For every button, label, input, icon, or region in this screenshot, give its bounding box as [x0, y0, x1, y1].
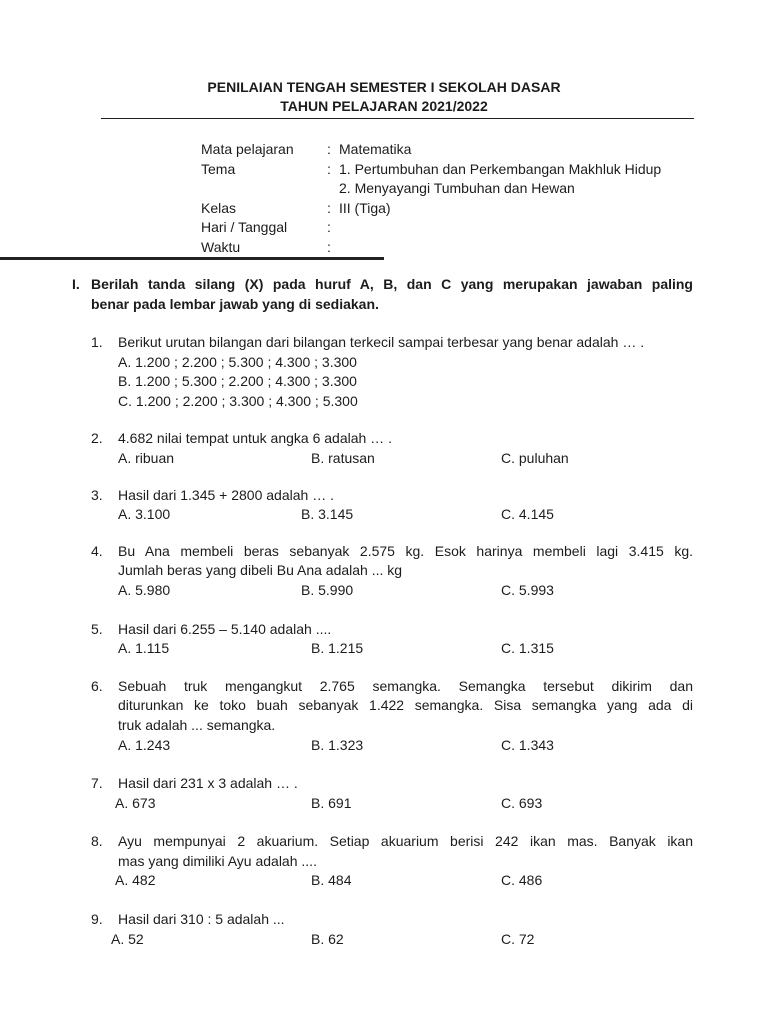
- question-spacer: [91, 813, 693, 832]
- question-spacer: [91, 469, 693, 486]
- answer-option: A. 1.115: [118, 640, 170, 657]
- question-text: Hasil dari 6.255 – 5.140 adalah ....: [118, 620, 332, 637]
- answer-option: B. 1.323: [311, 736, 364, 753]
- answer-option: B. 5.990: [301, 581, 354, 598]
- question-number: 9.: [91, 911, 103, 928]
- answer-option: B. 3.145: [301, 506, 354, 523]
- answer-option: B. 484: [311, 872, 352, 889]
- exam-info-key: Kelas: [201, 199, 237, 216]
- question-text: truk adalah ... semangka.: [118, 716, 276, 733]
- exam-info-colon: :: [327, 141, 331, 157]
- section-divider: [0, 257, 384, 260]
- question-item: [91, 774, 693, 813]
- question-text: Hasil dari 310 : 5 adalah ...: [118, 911, 285, 928]
- answer-option: C. puluhan: [501, 449, 569, 466]
- question-number: 6.: [91, 677, 103, 694]
- answer-option: B. 1.200 ; 5.300 ; 2.200 ; 4.300 ; 3.300: [118, 373, 357, 390]
- header-divider: [101, 118, 694, 119]
- answer-option: B. 1.215: [311, 640, 364, 657]
- answer-option: B. 62: [311, 930, 344, 947]
- question-number: 3.: [91, 486, 103, 503]
- question-spacer: [91, 411, 693, 429]
- question-spacer: [91, 659, 693, 677]
- question-text: 4.682 nilai tempat untuk angka 6 adalah … .: [118, 430, 392, 447]
- section-number: I.: [72, 276, 80, 292]
- question-item: [91, 910, 693, 949]
- exam-info-row: [201, 140, 701, 160]
- exam-info-value: III (Tiga): [339, 199, 391, 216]
- answer-option: B. ratusan: [311, 449, 375, 466]
- answer-option: A. ribuan: [118, 449, 175, 466]
- question-item: [91, 832, 693, 891]
- answer-option: C. 72: [501, 930, 535, 947]
- question-text: Ayu mempunyai 2 akuarium. Setiap akuarium berisi 242 ikan mas. Banyak ikan: [118, 833, 693, 850]
- answer-option: C. 5.993: [501, 581, 554, 598]
- answer-option: A. 3.100: [118, 506, 171, 523]
- exam-info-colon: :: [327, 160, 331, 177]
- question-item: [91, 333, 693, 411]
- question-list: [91, 333, 693, 949]
- question-spacer: [91, 755, 693, 774]
- exam-info-row: [201, 238, 701, 258]
- question-item: [91, 677, 693, 755]
- exam-info-value: 2. Menyayangi Tumbuhan dan Hewan: [339, 180, 575, 197]
- answer-option: A. 1.243: [118, 736, 171, 753]
- question-item: [91, 429, 693, 468]
- question-text: diturunkan ke toko buah sebanyak 1.422 semangka. Sisa semangka yang ada di: [118, 697, 693, 714]
- instruction-line: benar pada lembar jawab yang di sediakan.: [91, 295, 379, 312]
- exam-info-row: [201, 218, 701, 238]
- question-item: [91, 486, 693, 525]
- question-number: 8.: [91, 833, 103, 850]
- answer-option: B. 691: [311, 794, 352, 811]
- question-item: [91, 620, 693, 659]
- answer-option: C. 1.343: [501, 736, 554, 753]
- exam-info-key: Mata pelajaran: [201, 141, 294, 157]
- section-instruction: [72, 275, 693, 314]
- exam-info: [201, 140, 701, 258]
- question-number: 2.: [91, 430, 103, 447]
- exam-info-key: Hari / Tanggal: [201, 219, 288, 236]
- question-spacer: [91, 891, 693, 910]
- exam-info-key: Waktu: [201, 238, 241, 255]
- answer-option: C. 693: [501, 794, 543, 811]
- exam-info-colon: :: [327, 219, 331, 236]
- question-text: mas yang dimiliki Ayu adalah ....: [118, 852, 317, 869]
- question-number: 7.: [91, 775, 103, 792]
- question-text: Hasil dari 1.345 + 2800 adalah … .: [118, 486, 334, 503]
- answer-option: A. 482: [115, 872, 156, 889]
- question-number: 4.: [91, 542, 103, 559]
- question-spacer: [91, 525, 693, 542]
- answer-option: C. 486: [501, 872, 543, 889]
- exam-info-row: [201, 179, 701, 199]
- answer-option: C. 1.200 ; 2.200 ; 3.300 ; 4.300 ; 5.300: [118, 392, 358, 409]
- document-title-line1: PENILAIAN TENGAH SEMESTER I SEKOLAH DASAR: [207, 79, 561, 95]
- question-text: Bu Ana membeli beras sebanyak 2.575 kg. Esok harinya membeli lagi 3.415 kg.: [118, 542, 693, 559]
- question-number: 5.: [91, 620, 103, 637]
- exam-info-colon: :: [327, 199, 331, 216]
- document-title-line2: TAHUN PELAJARAN 2021/2022: [280, 98, 488, 114]
- answer-option: C. 1.315: [501, 640, 554, 657]
- exam-info-value: Matematika: [339, 141, 412, 157]
- question-text: Sebuah truk mengangkut 2.765 semangka. Semangka tersebut dikirim dan: [118, 677, 693, 694]
- answer-option: C. 4.145: [501, 506, 554, 523]
- question-text: Berikut urutan bilangan dari bilangan terkecil sampai terbesar yang benar adalah … .: [118, 334, 645, 350]
- exam-info-row: [201, 160, 701, 180]
- question-number: 1.: [91, 334, 103, 350]
- question-spacer: [91, 601, 693, 620]
- answer-option: A. 52: [111, 930, 144, 947]
- exam-info-row: [201, 199, 701, 219]
- question-text: Hasil dari 231 x 3 adalah … .: [118, 775, 298, 792]
- exam-info-key: Tema: [201, 160, 236, 177]
- answer-option: A. 673: [115, 794, 156, 811]
- answer-option: A. 1.200 ; 2.200 ; 5.300 ; 4.300 ; 3.300: [118, 353, 357, 370]
- instruction-line: Berilah tanda silang (X) pada huruf A, B, dan C yang merupakan jawaban paling: [91, 276, 693, 292]
- answer-option: A. 5.980: [118, 581, 171, 598]
- exam-info-value: 1. Pertumbuhan dan Perkembangan Makhluk Hidup: [339, 160, 662, 177]
- question-text: Jumlah beras yang dibeli Bu Ana adalah ... kg: [118, 562, 403, 579]
- exam-info-colon: :: [327, 238, 331, 255]
- question-item: [91, 542, 693, 601]
